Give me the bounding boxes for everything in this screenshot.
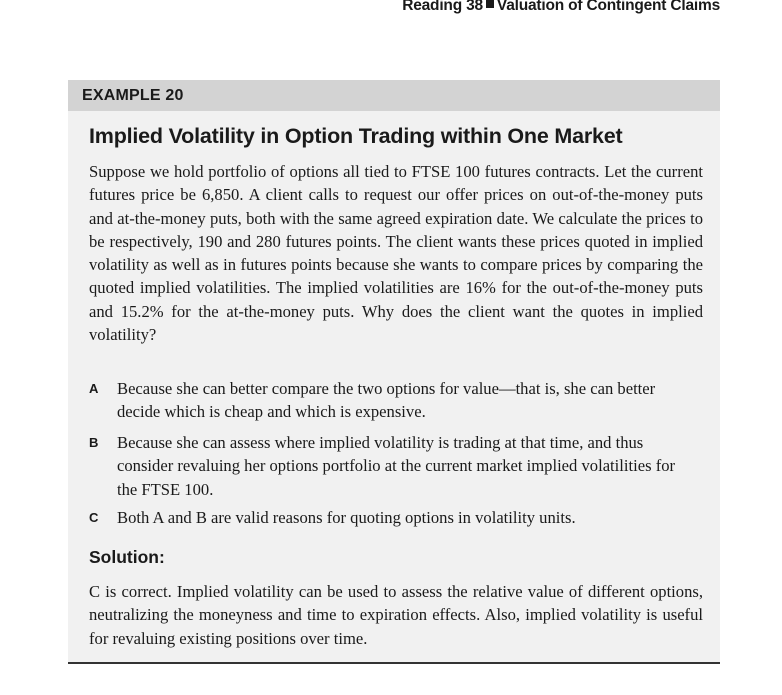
question-text: Suppose we hold portfolio of options all tied to FTSE 100 futures contracts. Let the current futures price be 6,850. A client calls to request our offer prices on out-of-the-money puts and at-the-money puts, both with the same agreed expiration date. We calculate the prices to be respectively, 190 and 280 futures points. The client wants these prices quoted in implied volatility as well as in futures points because she wants to compare prices by comparing the quoted implied volatilities. The implied volatilities are 16% for the out-of-the-money puts and 15.2% for the at-the-money puts. Why does the client want the quotes in implied volatility? bbox=[89, 162, 703, 345]
option-letter: B bbox=[89, 435, 99, 450]
option-letter: A bbox=[89, 381, 99, 396]
running-head-title: Valuation of Contingent Claims bbox=[496, 0, 720, 14]
solution-text: C is correct. Implied volatility can be used to assess the relative value of different options, neutralizing the moneyness and time to expiration effects. Also, implied volatility is useful for revaluing existing positions over time. bbox=[89, 582, 703, 648]
option-text: Both A and B are valid reasons for quoting options in volatility units. bbox=[117, 508, 576, 527]
solution-heading: Solution: bbox=[89, 547, 165, 567]
option-text: Because she can assess where implied volatility is trading at that time, and thus consider revaluing her options portfolio at the current market implied volatilities for the FTSE 100. bbox=[117, 433, 676, 499]
option-a bbox=[89, 377, 697, 424]
option-text: Because she can better compare the two options for value—that is, she can better decide which is cheap and which is expensive. bbox=[117, 379, 656, 422]
running-head bbox=[402, 0, 720, 15]
running-head-reading: Reading 38 bbox=[402, 0, 483, 14]
example-label: EXAMPLE 20 bbox=[68, 80, 720, 111]
option-b bbox=[89, 431, 697, 501]
example-box bbox=[68, 80, 720, 664]
option-c bbox=[89, 506, 717, 529]
example-title: Implied Volatility in Option Trading within One Market bbox=[89, 124, 623, 148]
square-bullet-icon bbox=[486, 0, 494, 8]
option-letter: C bbox=[89, 510, 99, 525]
